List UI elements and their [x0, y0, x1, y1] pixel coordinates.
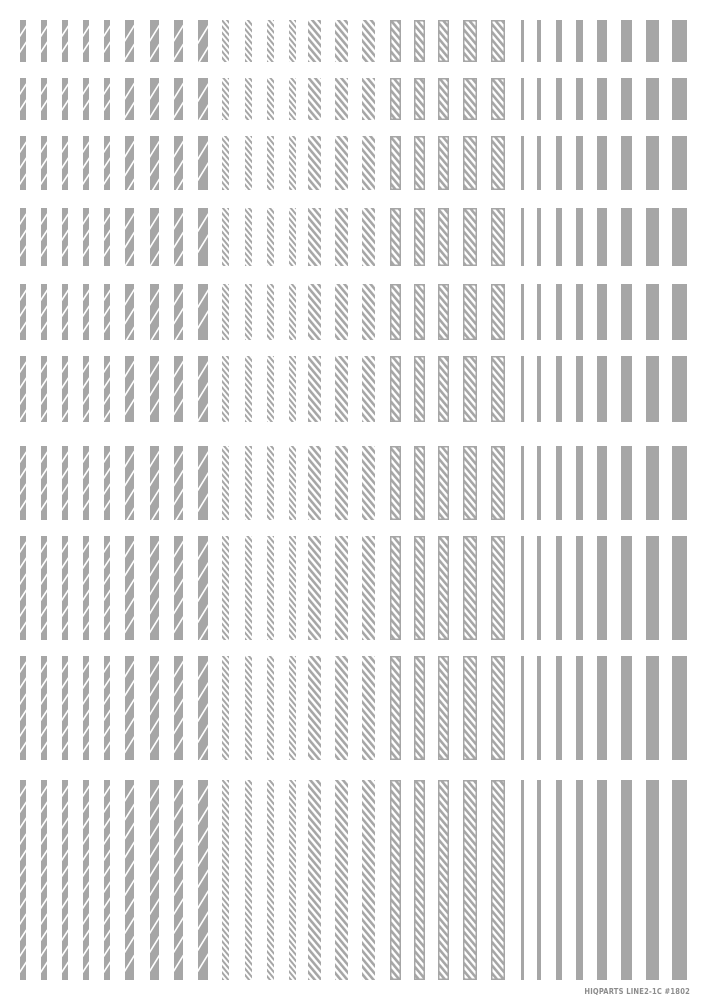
- stripe-diagonal-solid-r5-c3: [62, 284, 69, 340]
- stripe-framed-hatch-r4-c21: [492, 209, 505, 266]
- stripe-diagonal-solid-r3-c7: [150, 136, 160, 195]
- stripe-plain-solid-r5-c23: [537, 284, 541, 340]
- stripe-framed-hatch-r2-c18: [415, 79, 425, 120]
- stripe-diagonal-hatch-r9-c16: [362, 656, 375, 760]
- stripe-plain-solid-r4-c25: [576, 208, 583, 266]
- stripe-diagonal-hatch-r4-c16: [362, 208, 375, 266]
- stripe-framed-hatch-r3-c21: [492, 137, 505, 190]
- stripe-diagonal-solid-r10-c2: [41, 780, 48, 980]
- stripe-diagonal-solid-r1-c4: [83, 20, 90, 62]
- stripe-diagonal-hatch-r3-c13: [289, 136, 296, 190]
- stripe-diagonal-hatch-r6-c15: [335, 356, 348, 422]
- stripe-plain-solid-r9-c22: [521, 656, 524, 760]
- stripe-plain-solid-r9-c26: [597, 656, 607, 760]
- stripe-diagonal-solid-r5-c1: [20, 284, 27, 340]
- stripe-diagonal-hatch-r8-c11: [245, 536, 252, 640]
- stripe-diagonal-solid-r9-c1: [20, 656, 27, 760]
- stripe-plain-solid-r7-c23: [537, 446, 541, 520]
- stripe-diagonal-hatch-r1-c12: [267, 20, 274, 62]
- stripe-framed-hatch-r3-c20: [464, 137, 477, 190]
- stripe-framed-hatch-r6-c17: [391, 357, 401, 422]
- stripe-diagonal-solid-r1-c8: [174, 20, 184, 62]
- stripe-diagonal-solid-r1-c3: [62, 20, 69, 62]
- stripe-diagonal-solid-r1-c2: [41, 20, 48, 62]
- stripe-plain-solid-r10-c27: [621, 780, 632, 980]
- stripe-diagonal-hatch-r8-c13: [289, 536, 296, 640]
- stripe-diagonal-solid-r6-c3: [62, 356, 69, 422]
- stripe-framed-hatch-r1-c19: [439, 21, 449, 62]
- stripe-plain-solid-r2-c23: [537, 78, 541, 120]
- stripe-diagonal-hatch-r6-c12: [267, 356, 274, 422]
- stripe-diagonal-hatch-r4-c14: [308, 208, 321, 266]
- stripe-diagonal-solid-r7-c4: [83, 446, 90, 520]
- stripe-framed-hatch-r7-c17: [391, 447, 401, 520]
- stripe-framed-hatch-r10-c17: [391, 781, 401, 980]
- stripe-diagonal-solid-r3-c2: [41, 136, 48, 190]
- stripe-framed-hatch-r1-c17: [391, 21, 401, 62]
- stripe-diagonal-solid-r9-c4: [83, 656, 90, 760]
- stripe-plain-solid-r1-c23: [537, 20, 541, 62]
- stripe-diagonal-solid-r8-c7: [150, 536, 160, 640]
- stripe-diagonal-solid-r9-c2: [41, 656, 48, 760]
- stripe-diagonal-solid-r3-c9: [198, 136, 209, 190]
- stripe-diagonal-solid-r3-c6: [125, 136, 135, 195]
- stripe-diagonal-solid-r4-c5: [104, 208, 111, 266]
- stripe-framed-hatch-r8-c20: [464, 537, 477, 640]
- stripe-plain-solid-r8-c25: [576, 536, 583, 640]
- stripe-diagonal-hatch-r6-c11: [245, 356, 252, 422]
- stripe-diagonal-hatch-r4-c13: [289, 208, 296, 266]
- stripe-plain-solid-r6-c25: [576, 356, 583, 422]
- stripe-framed-hatch-r1-c20: [464, 21, 477, 62]
- stripe-diagonal-solid-r4-c4: [83, 208, 90, 266]
- stripe-framed-hatch-r9-c18: [415, 657, 425, 760]
- stripe-diagonal-hatch-r4-c10: [222, 208, 229, 266]
- stripe-diagonal-hatch-r8-c14: [308, 536, 321, 640]
- stripe-plain-solid-r9-c28: [646, 656, 659, 760]
- stripe-framed-hatch-r8-c19: [439, 537, 449, 640]
- stripe-plain-solid-r6-c22: [521, 356, 524, 422]
- stripe-framed-hatch-r8-c18: [415, 537, 425, 640]
- stripe-plain-solid-r10-c24: [556, 780, 562, 980]
- stripe-plain-solid-r10-c25: [576, 780, 583, 980]
- stripe-diagonal-solid-r6-c7: [150, 356, 160, 422]
- stripe-diagonal-solid-r7-c5: [104, 446, 111, 520]
- stripe-framed-hatch-r5-c19: [439, 285, 449, 340]
- stripe-framed-hatch-r9-c17: [391, 657, 401, 760]
- stripe-diagonal-hatch-r7-c10: [222, 446, 229, 520]
- stripe-plain-solid-r1-c25: [576, 20, 583, 62]
- stripe-diagonal-solid-r8-c3: [62, 536, 69, 640]
- stripe-diagonal-solid-r2-c2: [41, 78, 48, 120]
- stripe-diagonal-solid-r8-c5: [104, 536, 111, 640]
- stripe-diagonal-solid-r1-c1: [20, 20, 27, 62]
- stripe-diagonal-solid-r5-c2: [41, 284, 48, 340]
- stripe-plain-solid-r5-c29: [672, 284, 687, 340]
- stripe-diagonal-solid-r5-c4: [83, 284, 90, 340]
- stripe-diagonal-solid-r6-c8: [174, 356, 184, 422]
- stripe-diagonal-hatch-r9-c10: [222, 656, 229, 760]
- stripe-plain-solid-r6-c26: [597, 356, 607, 422]
- stripe-diagonal-hatch-r7-c13: [289, 446, 296, 520]
- stripe-framed-hatch-r6-c19: [439, 357, 449, 422]
- stripe-diagonal-solid-r6-c1: [20, 356, 27, 422]
- stripe-diagonal-solid-r2-c8: [174, 78, 184, 120]
- stripe-diagonal-solid-r6-c2: [41, 356, 48, 422]
- stripe-diagonal-solid-r7-c8: [174, 446, 184, 524]
- stripe-diagonal-hatch-r8-c10: [222, 536, 229, 640]
- stripe-diagonal-hatch-r9-c12: [267, 656, 274, 760]
- stripe-diagonal-hatch-r9-c15: [335, 656, 348, 760]
- stripe-diagonal-hatch-r2-c10: [222, 78, 229, 120]
- stripe-framed-hatch-r9-c20: [464, 657, 477, 760]
- stripe-framed-hatch-r5-c17: [391, 285, 401, 340]
- stripe-plain-solid-r5-c24: [556, 284, 562, 340]
- stripe-diagonal-hatch-r4-c12: [267, 208, 274, 266]
- stripe-plain-solid-r6-c28: [646, 356, 659, 422]
- stripe-diagonal-solid-r10-c7: [150, 780, 160, 980]
- stripe-plain-solid-r1-c22: [521, 20, 524, 62]
- stripe-framed-hatch-r10-c21: [492, 781, 505, 980]
- stripe-diagonal-hatch-r4-c15: [335, 208, 348, 266]
- stripe-framed-hatch-r8-c21: [492, 537, 505, 640]
- stripe-diagonal-solid-r8-c8: [174, 536, 184, 640]
- stripe-plain-solid-r1-c27: [621, 20, 632, 62]
- stripe-plain-solid-r2-c26: [597, 78, 607, 120]
- stripe-plain-solid-r3-c23: [537, 136, 541, 190]
- stripe-diagonal-solid-r8-c1: [20, 536, 27, 640]
- stripe-diagonal-hatch-r5-c15: [335, 284, 348, 340]
- stripe-diagonal-solid-r5-c5: [104, 284, 111, 340]
- stripe-diagonal-hatch-r10-c16: [362, 780, 375, 980]
- stripe-plain-solid-r1-c28: [646, 20, 659, 62]
- stripe-framed-hatch-r3-c17: [391, 137, 401, 190]
- stripe-diagonal-solid-r7-c2: [41, 446, 48, 520]
- stripe-plain-solid-r6-c23: [537, 356, 541, 422]
- stripe-diagonal-hatch-r5-c12: [267, 284, 274, 340]
- stripe-plain-solid-r5-c22: [521, 284, 524, 340]
- stripe-plain-solid-r9-c24: [556, 656, 562, 760]
- stripe-diagonal-solid-r4-c3: [62, 208, 69, 266]
- stripe-plain-solid-r9-c25: [576, 656, 583, 760]
- stripe-framed-hatch-r6-c21: [492, 357, 505, 422]
- stripe-diagonal-solid-r3-c8: [174, 136, 184, 195]
- stripe-plain-solid-r4-c26: [597, 208, 607, 266]
- stripe-diagonal-solid-r8-c9: [198, 536, 209, 644]
- stripe-diagonal-hatch-r3-c12: [267, 136, 274, 190]
- stripe-diagonal-hatch-r7-c11: [245, 446, 252, 520]
- stripe-framed-hatch-r10-c18: [415, 781, 425, 980]
- stripe-diagonal-solid-r3-c3: [62, 136, 69, 190]
- stripe-plain-solid-r7-c28: [646, 446, 659, 520]
- stripe-framed-hatch-r7-c20: [464, 447, 477, 520]
- stripe-diagonal-hatch-r8-c15: [335, 536, 348, 640]
- stripe-diagonal-hatch-r9-c13: [289, 656, 296, 760]
- stripe-diagonal-solid-r3-c1: [20, 136, 27, 190]
- stripe-diagonal-solid-r9-c5: [104, 656, 111, 760]
- stripe-diagonal-hatch-r2-c11: [245, 78, 252, 120]
- stripe-diagonal-hatch-r10-c10: [222, 780, 229, 980]
- stripe-diagonal-solid-r1-c5: [104, 20, 111, 62]
- stripe-plain-solid-r7-c22: [521, 446, 524, 520]
- stripe-framed-hatch-r2-c20: [464, 79, 477, 120]
- stripe-framed-hatch-r9-c19: [439, 657, 449, 760]
- stripe-diagonal-hatch-r7-c14: [308, 446, 321, 520]
- stripe-plain-solid-r3-c25: [576, 136, 583, 190]
- stripe-plain-solid-r2-c28: [646, 78, 659, 120]
- stripe-framed-hatch-r10-c20: [464, 781, 477, 980]
- stripe-diagonal-solid-r4-c7: [150, 208, 160, 267]
- stripe-diagonal-hatch-r4-c11: [245, 208, 252, 266]
- stripe-diagonal-solid-r6-c6: [125, 356, 135, 422]
- stripe-diagonal-solid-r7-c1: [20, 446, 27, 520]
- stripe-plain-solid-r8-c27: [621, 536, 632, 640]
- stripe-plain-solid-r2-c24: [556, 78, 562, 120]
- stripe-diagonal-hatch-r1-c14: [308, 20, 321, 62]
- stripe-diagonal-hatch-r3-c10: [222, 136, 229, 190]
- product-code-label: HIQPARTS LINE2-1C #1802: [584, 987, 690, 996]
- stripe-plain-solid-r2-c25: [576, 78, 583, 120]
- stripe-diagonal-hatch-r3-c15: [335, 136, 348, 190]
- stripe-framed-hatch-r10-c19: [439, 781, 449, 980]
- stripe-diagonal-hatch-r6-c14: [308, 356, 321, 422]
- stripe-plain-solid-r2-c22: [521, 78, 524, 120]
- stripe-plain-solid-r9-c29: [672, 656, 687, 760]
- stripe-plain-solid-r7-c26: [597, 446, 607, 520]
- stripe-framed-hatch-r4-c17: [391, 209, 401, 266]
- stripe-framed-hatch-r3-c19: [439, 137, 449, 190]
- stripe-plain-solid-r7-c25: [576, 446, 583, 520]
- stripe-diagonal-hatch-r8-c16: [362, 536, 375, 640]
- stripe-diagonal-hatch-r2-c14: [308, 78, 321, 120]
- stripe-diagonal-hatch-r1-c16: [362, 20, 375, 62]
- stripe-diagonal-solid-r1-c6: [125, 20, 135, 62]
- stripe-diagonal-solid-r6-c9: [198, 356, 209, 422]
- stripe-plain-solid-r2-c29: [672, 78, 687, 120]
- stripe-diagonal-hatch-r9-c11: [245, 656, 252, 760]
- stripe-plain-solid-r6-c24: [556, 356, 562, 422]
- stripe-framed-hatch-r6-c20: [464, 357, 477, 422]
- stripe-plain-solid-r8-c26: [597, 536, 607, 640]
- stripe-framed-hatch-r6-c18: [415, 357, 425, 422]
- stripe-plain-solid-r4-c22: [521, 208, 524, 266]
- stripe-diagonal-hatch-r10-c13: [289, 780, 296, 980]
- stripe-diagonal-hatch-r10-c15: [335, 780, 348, 980]
- stripe-diagonal-solid-r2-c4: [83, 78, 90, 120]
- stripe-diagonal-solid-r2-c7: [150, 78, 160, 120]
- stripe-diagonal-hatch-r2-c15: [335, 78, 348, 120]
- stripe-diagonal-hatch-r3-c14: [308, 136, 321, 190]
- stripe-plain-solid-r8-c29: [672, 536, 687, 640]
- stripe-plain-solid-r5-c28: [646, 284, 659, 340]
- stripe-diagonal-hatch-r5-c11: [245, 284, 252, 340]
- stripe-plain-solid-r7-c27: [621, 446, 632, 520]
- stripe-framed-hatch-r5-c21: [492, 285, 505, 340]
- stripe-diagonal-hatch-r1-c15: [335, 20, 348, 62]
- stripe-diagonal-hatch-r6-c13: [289, 356, 296, 422]
- stripe-plain-solid-r8-c24: [556, 536, 562, 640]
- stripe-framed-hatch-r4-c18: [415, 209, 425, 266]
- stripe-plain-solid-r7-c29: [672, 446, 687, 520]
- stripe-diagonal-solid-r8-c4: [83, 536, 90, 640]
- stripe-diagonal-hatch-r10-c11: [245, 780, 252, 980]
- stripe-plain-solid-r4-c27: [621, 208, 632, 266]
- stripe-framed-hatch-r5-c18: [415, 285, 425, 340]
- stripe-diagonal-solid-r10-c9: [198, 780, 209, 980]
- stripe-framed-hatch-r9-c21: [492, 657, 505, 760]
- stripe-diagonal-hatch-r5-c10: [222, 284, 229, 340]
- stripe-diagonal-solid-r5-c9: [198, 284, 209, 340]
- stripe-diagonal-solid-r1-c9: [198, 20, 209, 65]
- stripe-diagonal-solid-r2-c3: [62, 78, 69, 120]
- stripe-plain-solid-r3-c22: [521, 136, 524, 190]
- stripe-diagonal-hatch-r5-c14: [308, 284, 321, 340]
- stripe-diagonal-hatch-r7-c12: [267, 446, 274, 520]
- stripe-diagonal-solid-r10-c6: [125, 780, 135, 980]
- stripe-plain-solid-r8-c22: [521, 536, 524, 640]
- stripe-diagonal-solid-r4-c9: [198, 208, 209, 266]
- stripe-plain-solid-r4-c28: [646, 208, 659, 266]
- stripe-diagonal-solid-r9-c9: [198, 656, 209, 764]
- stripe-diagonal-solid-r1-c7: [150, 20, 160, 62]
- stripe-diagonal-hatch-r2-c13: [289, 78, 296, 120]
- stripe-plain-solid-r1-c26: [597, 20, 607, 62]
- stripe-diagonal-solid-r4-c6: [125, 208, 135, 267]
- stripe-diagonal-hatch-r7-c16: [362, 446, 375, 520]
- stripe-diagonal-solid-r10-c1: [20, 780, 27, 980]
- stripe-plain-solid-r2-c27: [621, 78, 632, 120]
- stripe-diagonal-solid-r4-c1: [20, 208, 27, 266]
- stripe-diagonal-hatch-r1-c13: [289, 20, 296, 62]
- stripe-framed-hatch-r7-c19: [439, 447, 449, 520]
- stripe-diagonal-solid-r9-c8: [174, 656, 184, 760]
- stripe-diagonal-solid-r5-c6: [125, 284, 135, 343]
- stripe-plain-solid-r10-c28: [646, 780, 659, 980]
- stripe-framed-hatch-r7-c21: [492, 447, 505, 520]
- stripe-diagonal-solid-r2-c9: [198, 78, 209, 123]
- stripe-framed-hatch-r3-c18: [415, 137, 425, 190]
- stripe-plain-solid-r10-c29: [672, 780, 687, 980]
- stripe-framed-hatch-r4-c19: [439, 209, 449, 266]
- stripe-diagonal-solid-r7-c9: [198, 446, 209, 520]
- stripe-plain-solid-r3-c27: [621, 136, 632, 190]
- stripe-framed-hatch-r8-c17: [391, 537, 401, 640]
- stripe-diagonal-solid-r7-c6: [125, 446, 135, 524]
- stripe-diagonal-hatch-r5-c16: [362, 284, 375, 340]
- stripe-plain-solid-r8-c23: [537, 536, 541, 640]
- stripe-framed-hatch-r1-c18: [415, 21, 425, 62]
- stripe-diagonal-hatch-r7-c15: [335, 446, 348, 520]
- stripe-diagonal-hatch-r8-c12: [267, 536, 274, 640]
- stripe-plain-solid-r3-c28: [646, 136, 659, 190]
- stripe-framed-hatch-r2-c17: [391, 79, 401, 120]
- stripe-diagonal-solid-r2-c6: [125, 78, 135, 120]
- stripe-diagonal-solid-r2-c1: [20, 78, 27, 120]
- stripe-plain-solid-r4-c29: [672, 208, 687, 266]
- stripe-diagonal-hatch-r9-c14: [308, 656, 321, 760]
- stripe-diagonal-hatch-r1-c10: [222, 20, 229, 62]
- stripe-plain-solid-r5-c27: [621, 284, 632, 340]
- stripe-diagonal-hatch-r3-c11: [245, 136, 252, 190]
- stripe-framed-hatch-r2-c19: [439, 79, 449, 120]
- stripe-diagonal-hatch-r3-c16: [362, 136, 375, 190]
- stripe-diagonal-solid-r8-c6: [125, 536, 135, 640]
- stripe-plain-solid-r5-c26: [597, 284, 607, 340]
- stripe-diagonal-solid-r4-c2: [41, 208, 48, 266]
- stripe-diagonal-hatch-r6-c10: [222, 356, 229, 422]
- stripe-diagonal-solid-r8-c2: [41, 536, 48, 640]
- stripe-diagonal-solid-r9-c6: [125, 656, 135, 760]
- stripe-diagonal-hatch-r5-c13: [289, 284, 296, 340]
- stripe-plain-solid-r3-c24: [556, 136, 562, 190]
- stripe-diagonal-solid-r3-c5: [104, 136, 111, 190]
- stripe-diagonal-solid-r7-c3: [62, 446, 69, 520]
- stripe-plain-solid-r3-c29: [672, 136, 687, 190]
- stripe-grid: [20, 20, 688, 980]
- stripe-diagonal-solid-r5-c7: [150, 284, 160, 343]
- stripe-diagonal-solid-r9-c7: [150, 656, 160, 760]
- stripe-plain-solid-r6-c27: [621, 356, 632, 422]
- stripe-plain-solid-r4-c24: [556, 208, 562, 266]
- stripe-diagonal-hatch-r10-c12: [267, 780, 274, 980]
- stripe-plain-solid-r10-c23: [537, 780, 541, 980]
- stripe-diagonal-solid-r5-c8: [174, 284, 184, 343]
- stripe-diagonal-hatch-r2-c16: [362, 78, 375, 120]
- stripe-diagonal-solid-r6-c5: [104, 356, 111, 422]
- stripe-plain-solid-r4-c23: [537, 208, 541, 266]
- stripe-diagonal-hatch-r10-c14: [308, 780, 321, 980]
- stripe-plain-solid-r1-c29: [672, 20, 687, 62]
- stripe-plain-solid-r10-c26: [597, 780, 607, 980]
- stripe-framed-hatch-r2-c21: [492, 79, 505, 120]
- stripe-diagonal-solid-r2-c5: [104, 78, 111, 120]
- stripe-diagonal-hatch-r2-c12: [267, 78, 274, 120]
- stripe-plain-solid-r8-c28: [646, 536, 659, 640]
- stripe-diagonal-solid-r10-c5: [104, 780, 111, 980]
- stripe-diagonal-solid-r9-c3: [62, 656, 69, 760]
- stripe-plain-solid-r10-c22: [521, 780, 524, 980]
- stripe-framed-hatch-r5-c20: [464, 285, 477, 340]
- stripe-framed-hatch-r4-c20: [464, 209, 477, 266]
- stripe-diagonal-solid-r10-c4: [83, 780, 90, 980]
- stripe-plain-solid-r5-c25: [576, 284, 583, 340]
- stripe-plain-solid-r1-c24: [556, 20, 562, 62]
- stripe-diagonal-hatch-r1-c11: [245, 20, 252, 62]
- stripe-plain-solid-r6-c29: [672, 356, 687, 422]
- stripe-diagonal-solid-r10-c3: [62, 780, 69, 980]
- stripe-diagonal-hatch-r6-c16: [362, 356, 375, 422]
- stripe-framed-hatch-r7-c18: [415, 447, 425, 520]
- stripe-plain-solid-r3-c26: [597, 136, 607, 190]
- stripe-diagonal-solid-r10-c8: [174, 780, 184, 980]
- stripe-diagonal-solid-r4-c8: [174, 208, 184, 267]
- stripe-diagonal-solid-r6-c4: [83, 356, 90, 422]
- stripe-framed-hatch-r1-c21: [492, 21, 505, 62]
- stripe-plain-solid-r9-c23: [537, 656, 541, 760]
- stripe-plain-solid-r7-c24: [556, 446, 562, 520]
- stripe-diagonal-solid-r3-c4: [83, 136, 90, 190]
- stripe-plain-solid-r9-c27: [621, 656, 632, 760]
- stripe-diagonal-solid-r7-c7: [150, 446, 160, 524]
